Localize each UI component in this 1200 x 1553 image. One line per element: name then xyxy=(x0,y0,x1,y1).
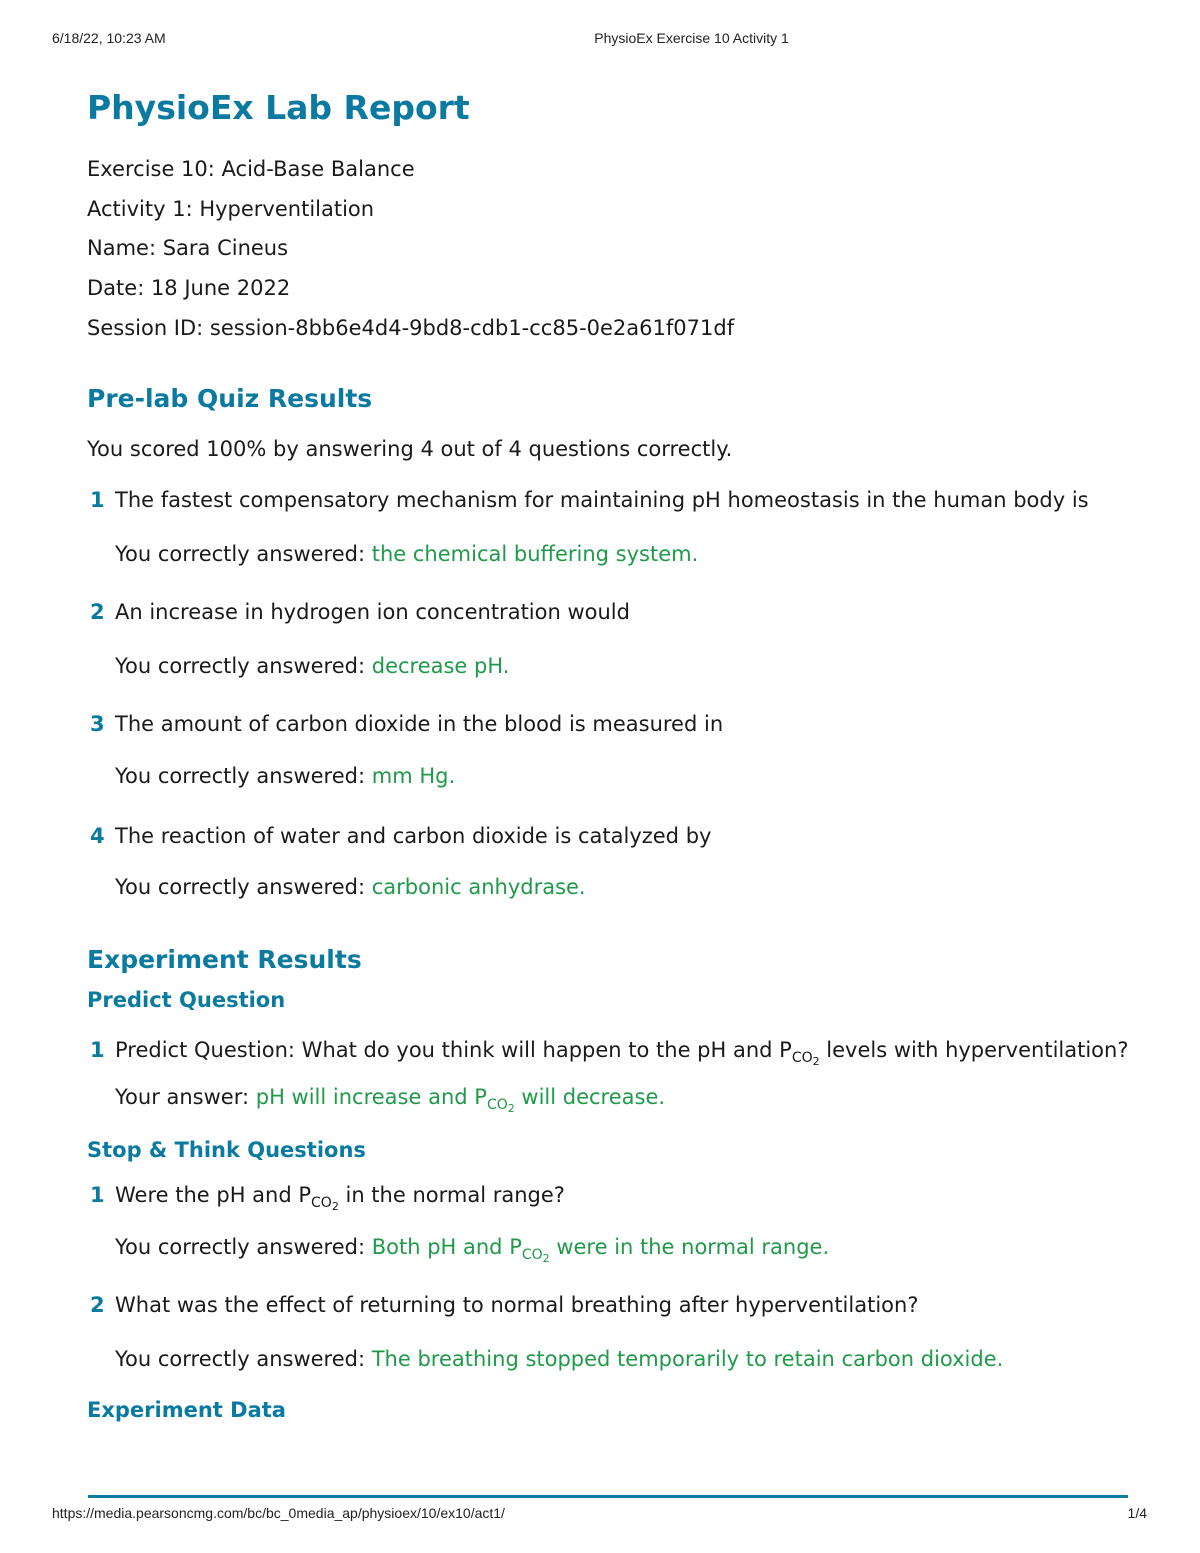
prelab-title: Pre-lab Quiz Results xyxy=(87,383,373,413)
answer-prefix: You correctly answered: xyxy=(115,653,372,678)
answer-value: The breathing stopped temporarily to retain carbon dioxide. xyxy=(371,1346,1004,1371)
answer-prefix: You correctly answered: xyxy=(115,763,372,788)
question-number: 2 xyxy=(90,1292,105,1317)
print-url: https://media.pearsoncmg.com/bc/bc_0media_ap/physioex/10/ex10/act1/ xyxy=(52,1505,505,1521)
question-text: The fastest compensatory mechanism for maintaining pH homeostasis in the human body is xyxy=(115,487,1089,512)
stop-think-title: Stop & Think Questions xyxy=(87,1137,366,1162)
predict-question xyxy=(87,1032,1147,1068)
report-title: PhysioEx Lab Report xyxy=(87,88,470,127)
name-line: Name: Sara Cineus xyxy=(87,236,289,261)
prelab-score: You scored 100% by answering 4 out of 4 questions correctly. xyxy=(87,436,733,461)
question-number: 1 xyxy=(90,1037,105,1062)
activity-line: Activity 1: Hyperventilation xyxy=(87,196,375,221)
stop-think-question xyxy=(87,1290,1147,1320)
answer-prefix: You correctly answered: xyxy=(115,1346,372,1371)
answer-prefix: You correctly answered: xyxy=(115,1234,372,1259)
predict-question-title: Predict Question xyxy=(87,987,286,1012)
exercise-line: Exercise 10: Acid-Base Balance xyxy=(87,157,415,181)
prelab-question xyxy=(87,709,1147,739)
report-meta xyxy=(87,150,1147,349)
answer-prefix: You correctly answered: xyxy=(115,541,372,566)
question-number: 3 xyxy=(90,711,105,736)
print-footer xyxy=(0,1505,1200,1525)
table-top-border xyxy=(88,1495,1128,1498)
answer-prefix: You correctly answered: xyxy=(115,874,372,899)
question-text: Were the pH and $P_{CO2}$ in the normal range? xyxy=(115,1182,565,1213)
predict-question-text: Predict Question: What do you think will happen to the pH and $P_{CO2}$ levels with hyperventilation? xyxy=(115,1037,1129,1068)
date-line: Date: 18 June 2022 xyxy=(87,276,291,301)
prelab-question xyxy=(87,821,1147,851)
report-content xyxy=(87,80,1147,1424)
print-datetime: 6/18/22, 10:23 AM xyxy=(52,30,166,46)
question-number: 4 xyxy=(90,823,105,848)
stop-think-answer xyxy=(87,1344,1147,1374)
print-header xyxy=(0,30,1200,50)
answer-prefix: Your answer: xyxy=(115,1084,256,1109)
stop-think-answer xyxy=(87,1232,1147,1265)
predict-answer xyxy=(87,1082,1147,1115)
question-text: What was the effect of returning to normal breathing after hyperventilation? xyxy=(115,1292,919,1317)
question-text: An increase in hydrogen ion concentration would xyxy=(115,599,630,624)
print-page-number: 1/4 xyxy=(1127,1505,1147,1521)
print-page-title: PhysioEx Exercise 10 Activity 1 xyxy=(594,30,789,46)
question-number: 1 xyxy=(90,1182,105,1207)
session-line: Session ID: session-8bb6e4d4-9bd8-cdb1-cc85-0e2a61f071df xyxy=(87,315,735,340)
answer-value: carbonic anhydrase. xyxy=(371,874,586,899)
stop-think-question xyxy=(87,1180,1147,1213)
answer-value: pH will increase and $P_{CO2}$ will decrease. xyxy=(255,1084,666,1115)
prelab-answer xyxy=(87,761,1147,791)
experiment-results-title: Experiment Results xyxy=(87,944,362,974)
answer-value: the chemical buffering system. xyxy=(371,541,699,566)
question-text: The reaction of water and carbon dioxide is catalyzed by xyxy=(115,823,712,848)
question-number: 1 xyxy=(90,487,105,512)
experiment-data-title: Experiment Data xyxy=(87,1397,286,1422)
question-number: 2 xyxy=(90,599,105,624)
question-text: The amount of carbon dioxide in the blood is measured in xyxy=(115,711,724,736)
prelab-question xyxy=(87,485,1147,515)
prelab-answer xyxy=(87,651,1147,681)
answer-value: Both pH and $P_{CO2}$ were in the normal range. xyxy=(371,1234,830,1265)
answer-value: mm Hg. xyxy=(371,763,456,788)
prelab-answer xyxy=(87,539,1147,569)
answer-value: decrease pH. xyxy=(371,653,510,678)
prelab-answer xyxy=(87,872,1147,902)
prelab-question xyxy=(87,597,1147,627)
